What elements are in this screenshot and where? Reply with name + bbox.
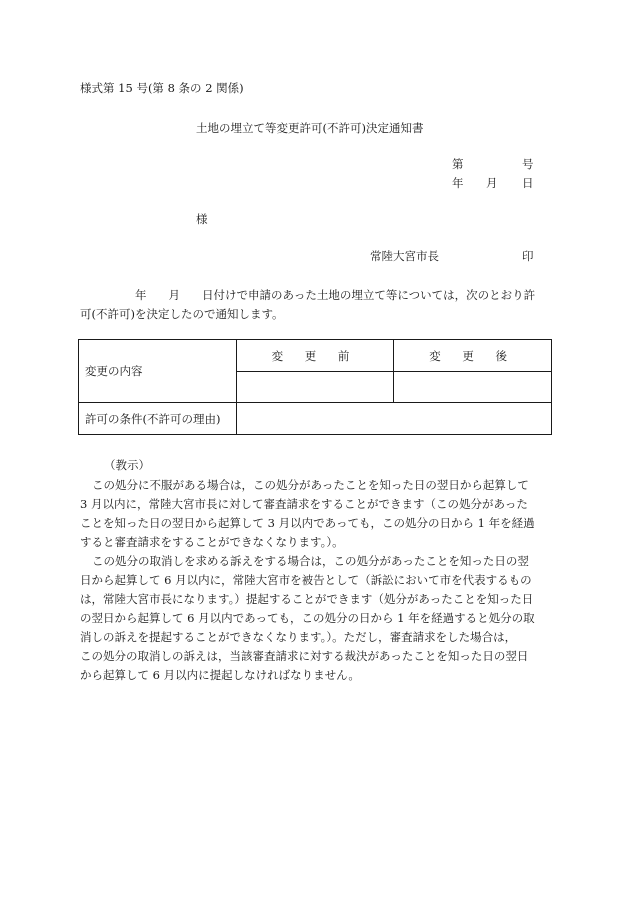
- notice-paragraph-1: [80, 476, 552, 552]
- date-day-label: 日: [522, 176, 534, 190]
- table-row: [79, 403, 552, 435]
- notice-body: [80, 476, 552, 685]
- notice-line: から起算して 6 月以内に提起しなければなりません。: [80, 668, 360, 682]
- document-number-suffix: 号: [522, 157, 534, 171]
- document-title: 土地の埋立て等変更許可(不許可)決定通知書: [196, 121, 424, 135]
- body-month-label: 月: [168, 288, 180, 302]
- document-number-prefix: 第: [452, 157, 464, 171]
- notice-line: の翌日から起算して 6 月以内であっても，この処分の日から 1 年を経過すると処分の取: [80, 611, 535, 625]
- notice-line: 消しの訴えを提起することができなくなります。）。ただし，審査請求をした場合は，: [80, 630, 517, 644]
- change-content-label: 変更の内容: [79, 340, 237, 403]
- notice-line: この処分の取消しの訴えは，当該審査請求に対する裁決があったことを知った日の翌日: [80, 649, 529, 663]
- before-change-cell: [236, 372, 394, 403]
- body-year-label: 年: [135, 288, 147, 302]
- form-number: 様式第 15 号(第 8 条の 2 関係): [80, 81, 244, 95]
- date-month-label: 月: [486, 176, 498, 190]
- conditions-label: 許可の条件(不許可の理由): [79, 403, 237, 435]
- date-year-label: 年: [452, 176, 464, 190]
- notice-line: この処分に不服がある場合は，この処分があったことを知った日の翌日から起算して: [92, 478, 529, 492]
- notice-line: ことを知った日の翌日から起算して 3 月以内であっても，この処分の日から 1 年を経過: [80, 516, 535, 530]
- notice-line: この処分の取消しを求める訴えをする場合は，この処分があったことを知った日の翌: [92, 554, 529, 568]
- body-text-line2: 可(不許可)を決定したので通知します。: [80, 307, 284, 321]
- addressee-honorific: 様: [196, 212, 208, 226]
- notice-line: 3 月以内に，常陸大宮市長に対して審査請求をすることができます（この処分があった: [80, 497, 528, 511]
- issuer-name: 常陸大宮市長: [370, 249, 439, 263]
- notice-line: 日から起算して 6 月以内に，常陸大宮市を被告として（訴訟において市を代表するもの: [80, 573, 532, 587]
- conditions-cell: [236, 403, 551, 435]
- notice-paragraph-2: [80, 552, 552, 685]
- body-paragraph: [80, 286, 550, 324]
- body-text-line1: 日付けで申請のあった土地の埋立て等については，次のとおり許: [202, 288, 536, 302]
- table-row: [79, 340, 552, 372]
- notice-heading: （教示）: [104, 458, 150, 472]
- after-change-cell: [394, 372, 552, 403]
- before-change-header: 変 更 前: [236, 340, 394, 372]
- notice-line: は，常陸大宮市長になります。）提起することができます（処分があったことを知った日: [80, 592, 534, 606]
- after-change-header: 変 更 後: [394, 340, 552, 372]
- seal-mark: 印: [522, 249, 534, 263]
- notice-line: すると審査請求をすることができなくなります。）。: [80, 535, 344, 549]
- change-table: [78, 339, 552, 435]
